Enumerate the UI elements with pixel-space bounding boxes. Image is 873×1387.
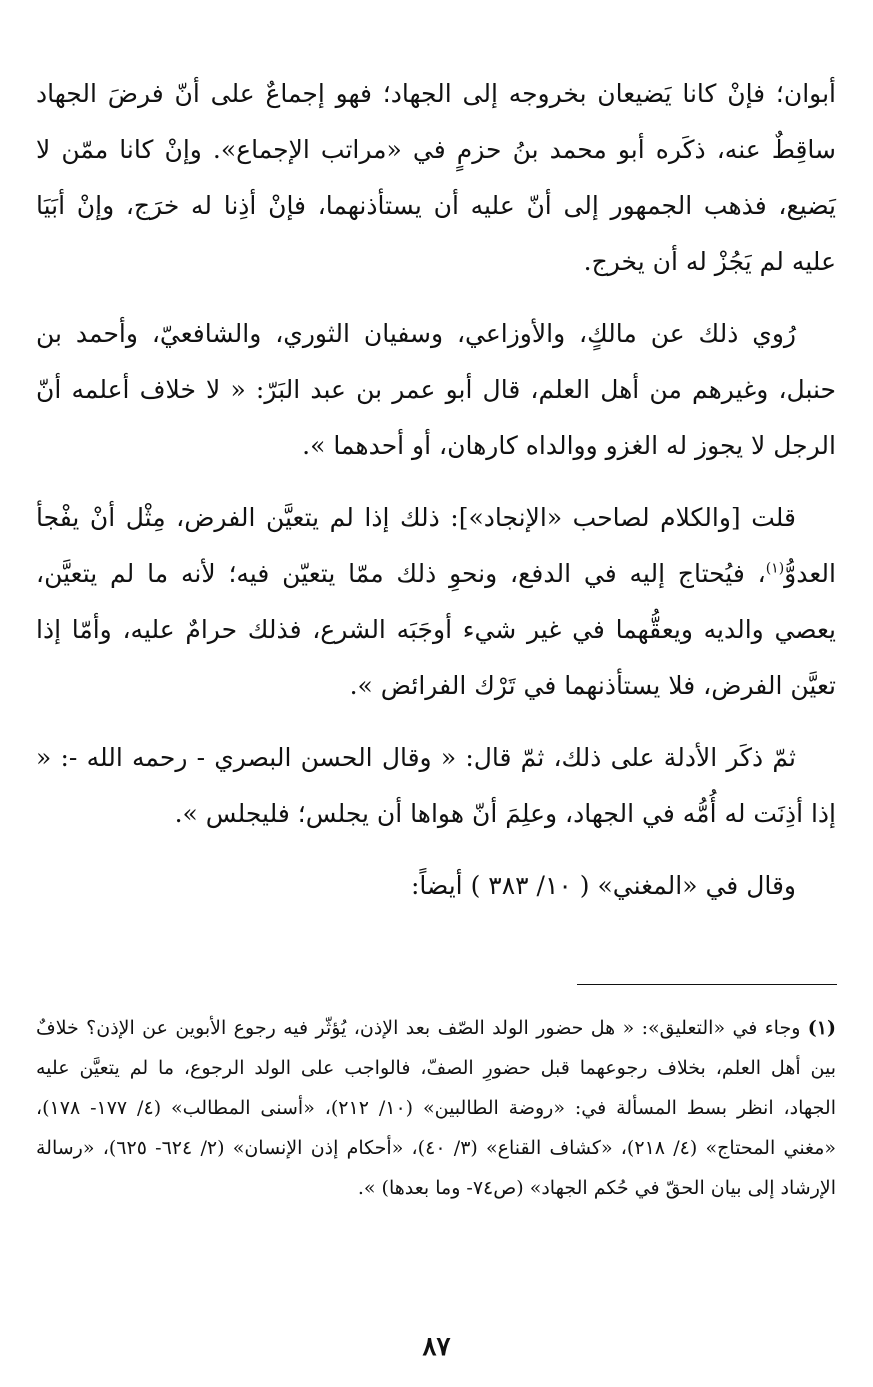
paragraph-4: ثمّ ذكَر الأدلة على ذلك، ثمّ قال: « وقال الحسن البصري - رحمه الله -: « إذا أذِنَت له أُمُّه في الجهاد، وعلِمَ أنّ هواها أن يجلس؛ فليجلس ». (36, 743, 836, 828)
footnote-number: (١) (807, 1017, 836, 1039)
footnote-text: وجاء في «التعليق»: « هل حضور الولد الصّف بعد الإذن، يُؤثّر فيه رجوع الأبوين عن الإذن؟ خلافٌ بين أهل العلم، بخلاف رجوعهما قبل حضورِ الصفّ، فالواجب على الولد الرجوع، ما لم يتعيَّن عليه الجهاد، انظر بسط المسألة في: «روضة الطالبين» (١٠/ ٢١٢)، «أسنى المطالب» (٤/ ١٧٧- ١٧٨)، «مغني المحتاج» (٤/ ٢١٨)، «كشاف القناع» (٣/ ٤٠)، «أحكام إذن الإنسان» (٢/ ٦٢٤- ٦٢٥)، «رسالة الإرشاد إلى بيان الحقّ في حُكم الجهاد» (ص٧٤- وما بعدها) ». (36, 1017, 837, 1199)
page-number: ٨٧ (422, 1332, 451, 1362)
main-text (36, 66, 836, 930)
paragraph-3-start: قلت [والكلام لصاحب «الإنجاد»]: ذلك إذا لم يتعيَّن الفرض، مِثْل أنْ يفْجأ العدوُّ (36, 503, 836, 588)
paragraph-5: وقال في «المغني» ( ١٠/ ٣٨٣ ) أيضاً: (411, 871, 796, 900)
paragraph-3 (36, 490, 836, 714)
footnotes (36, 1008, 836, 1208)
footnote-reference[interactable]: (١) (765, 560, 785, 577)
footnote-divider (577, 984, 837, 985)
paragraph-1: أبوان؛ فإنْ كانا يَضيعان بخروجه إلى الجهاد؛ فهو إجماعٌ على أنّ فرضَ الجهاد ساقِطٌ عنه، ذكَره أبو محمد بنُ حزمٍ في «مراتب الإجماع». وإنْ كانا ممّن لا يَضيع، فذهب الجمهور إلى أنّ عليه أن يستأذنهما، فإنْ أذِنا له خرَج، وإنْ أبَيَا عليه لم يَجُزْ له أن يخرج. (36, 79, 836, 276)
paragraph-3-end: ، فيُحتاج إليه في الدفع، ونحوِ ذلك ممّا يتعيّن فيه؛ لأنه ما لم يتعيَّن، يعصي والديه ويعقُّهما في غير شيء أوجَبَه الشرع، فذلك حرامٌ عليه، وأمّا إذا تعيَّن الفرض، فلا يستأذنهما في تَرْك الفرائض ». (36, 559, 836, 700)
footnote-1 (36, 1008, 836, 1208)
paragraph-2: رُوي ذلك عن مالكٍ، والأوزاعي، وسفيان الثوري، والشافعيّ، وأحمد بن حنبل، وغيرهم من أهل العلم، قال أبو عمر بن عبد البَرّ: « لا خلاف أعلمه أنّ الرجل لا يجوز له الغزو ووالداه كارهان، أو أحدهما ». (36, 319, 836, 460)
